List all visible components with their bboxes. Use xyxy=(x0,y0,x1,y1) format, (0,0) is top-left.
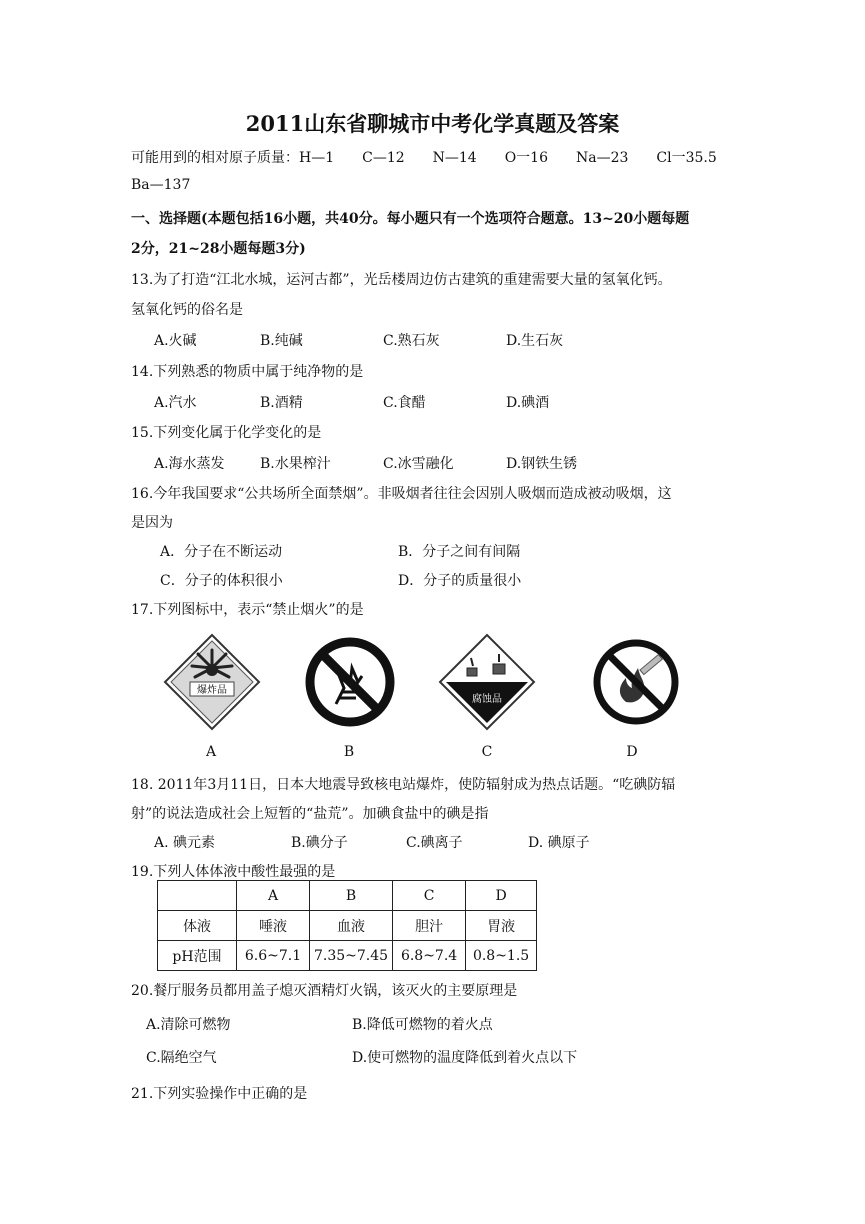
q18-option-a: A. 碘元素 xyxy=(154,835,216,851)
q14-option-d: D.碘酒 xyxy=(506,395,550,411)
table-cell: 血液 xyxy=(310,911,393,941)
q14-option-a: A.汽水 xyxy=(154,395,197,411)
q14-option-c: C.食醋 xyxy=(383,395,426,411)
table-row xyxy=(158,911,537,941)
table-cell: 体液 xyxy=(158,911,237,941)
table-cell: 唾液 xyxy=(237,911,310,941)
q20-option-c: C.隔绝空气 xyxy=(146,1050,217,1066)
atomic-mass-line2: Ba—137 xyxy=(131,177,191,193)
explosive-sign-icon xyxy=(162,632,262,732)
q16-option-b: B．分子之间有间隔 xyxy=(398,544,521,560)
table-cell: 胃液 xyxy=(466,911,537,941)
q13-option-c: C.熟石灰 xyxy=(383,333,440,349)
table-cell: 6.6~7.1 xyxy=(237,941,310,971)
q13-stem-line1: 13.为了打造“江北水城，运河古都”，光岳楼周边仿古建筑的重建需要大量的氢氧化钙。 xyxy=(131,272,672,288)
explosive-sign-text: 爆炸品 xyxy=(197,685,227,696)
q20-option-a: A.清除可燃物 xyxy=(146,1017,231,1033)
corrosive-sign-text: 腐蚀品 xyxy=(472,694,502,705)
q18-stem-line1: 18. 2011年3月11日，日本大地震导致核电站爆炸，使防辐射成为热点话题。“吃碘防辐 xyxy=(131,777,676,793)
table-cell: 0.8~1.5 xyxy=(466,941,537,971)
atomic-mass-line1: 可能用到的相对原子质量：H—1 C—12 N—14 O一16 Na—23 Cl一35.5 xyxy=(131,150,717,166)
q20-stem: 20.餐厅服务员都用盖子熄灭酒精灯火锅，该灭火的主要原理是 xyxy=(131,983,518,999)
q16-stem-line2: 是因为 xyxy=(131,515,173,531)
q18-option-b: B.碘分子 xyxy=(291,835,348,851)
q16-option-d: D．分子的质量很小 xyxy=(398,573,522,589)
q15-stem: 15.下列变化属于化学变化的是 xyxy=(131,425,322,441)
q18-option-c: C.碘离子 xyxy=(406,835,463,851)
ph-table xyxy=(157,880,537,971)
q13-option-d: D.生石灰 xyxy=(506,333,564,349)
q17-label-b: B xyxy=(343,744,355,760)
q13-option-b: B.纯碱 xyxy=(260,333,303,349)
table-row xyxy=(158,881,537,911)
q20-option-b: B.降低可燃物的着火点 xyxy=(352,1017,493,1033)
q20-option-d: D.使可燃物的温度降低到着火点以下 xyxy=(352,1050,578,1066)
table-cell: pH范围 xyxy=(158,941,237,971)
q16-stem-line1: 16.今年我国要求“公共场所全面禁烟”。非吸烟者往往会因别人吸烟而造成被动吸烟，这 xyxy=(131,486,672,502)
table-cell: A xyxy=(237,881,310,911)
table-cell: 胆汁 xyxy=(393,911,466,941)
q15-option-b: B.水果榨汁 xyxy=(260,456,331,472)
q19-stem: 19.下列人体体液中酸性最强的是 xyxy=(131,864,336,880)
table-cell xyxy=(158,881,237,911)
q16-option-a: A．分子在不断运动 xyxy=(160,544,283,560)
table-cell: C xyxy=(393,881,466,911)
q17-stem: 17.下列图标中，表示“禁止烟火”的是 xyxy=(131,602,364,618)
table-cell: 7.35~7.45 xyxy=(310,941,393,971)
q13-option-a: A.火碱 xyxy=(154,333,197,349)
q17-label-a: A xyxy=(205,744,217,760)
q21-stem: 21.下列实验操作中正确的是 xyxy=(131,1086,308,1102)
section-heading-line1: 一、选择题(本题包括16小题，共40分。每小题只有一个选项符合题意。13~20小题每题 xyxy=(131,211,690,227)
q18-option-d: D. 碘原子 xyxy=(528,835,590,851)
no-open-flame-icon xyxy=(300,632,400,732)
table-cell: D xyxy=(466,881,537,911)
page-title: 2011山东省聊城市中考化学真题及答案 xyxy=(245,111,620,136)
q16-option-c: C．分子的体积很小 xyxy=(160,573,283,589)
q14-option-b: B.酒精 xyxy=(260,395,303,411)
corrosive-sign-icon xyxy=(437,632,537,732)
q14-stem: 14.下列熟悉的物质中属于纯净物的是 xyxy=(131,364,364,380)
no-smoking-fire-icon xyxy=(586,632,686,732)
table-cell: 6.8~7.4 xyxy=(393,941,466,971)
q15-option-a: A.海水蒸发 xyxy=(154,456,225,472)
q17-label-d: D xyxy=(626,744,638,760)
table-row xyxy=(158,941,537,971)
q15-option-c: C.冰雪融化 xyxy=(383,456,454,472)
q13-stem-line2: 氢氧化钙的俗名是 xyxy=(131,302,243,318)
table-cell: B xyxy=(310,881,393,911)
section-heading-line2: 2分，21~28小题每题3分) xyxy=(131,241,306,257)
q15-option-d: D.钢铁生锈 xyxy=(506,456,578,472)
q18-stem-line2: 射”的说法造成社会上短暂的“盐荒”。加碘食盐中的碘是指 xyxy=(131,806,489,822)
q17-label-c: C xyxy=(481,744,493,760)
